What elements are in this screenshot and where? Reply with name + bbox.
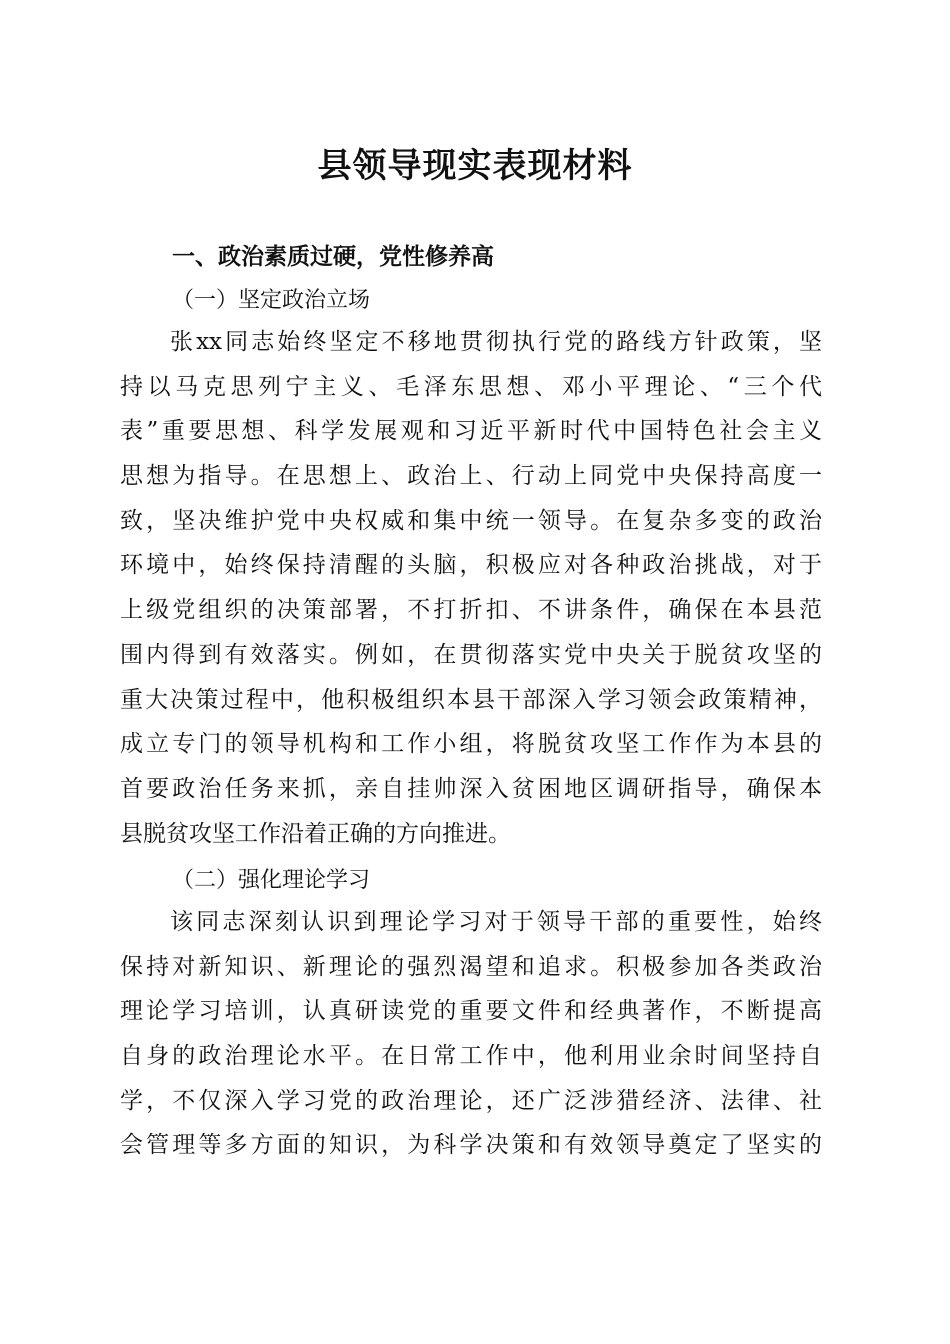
text-line: 成立专门的领导机构和工作小组，将脱贫攻坚工作作为本县的 [120,731,822,758]
text-line: 县脱贫攻坚工作沿着正确的方向推进。 [120,820,511,847]
text-line: 持以马克思列宁主义、毛泽东思想、邓小平理论、“三个代 [120,373,822,400]
document-title: 县领导现实表现材料 [317,146,633,186]
text-line: 会管理等多方面的知识，为科学决策和有效领导奠定了坚实的 [120,1132,822,1159]
text-line: 自身的政治理论水平。在日常工作中，他利用业余时间坚持自 [120,1043,822,1070]
text-line: 环境中，始终保持清醒的头脑，积极应对各种政治挑战，对于 [120,552,822,579]
text-line: 学，不仅深入学习党的政治理论，还广泛涉猎经济、法律、社 [120,1087,822,1114]
section-heading-1: 一、政治素质过硬，党性修养高 [172,244,494,270]
subsection-heading-1: （一）坚定政治立场 [172,288,371,313]
text-line: 致，坚决维护党中央权威和集中统一领导。在复杂多变的政治 [120,507,822,534]
text-line: 保持对新知识、新理论的强烈渴望和追求。积极参加各类政治 [120,953,822,980]
text-line: 理论学习培训，认真研读党的重要文件和经典著作，不断提高 [120,998,822,1025]
paragraph-1 [120,320,822,856]
text-line: 该同志深刻认识到理论学习对于领导干部的重要性，始终 [170,909,822,935]
text-line: 上级党组织的决策部署，不打折扣、不讲条件，确保在本县范 [120,597,822,624]
text-line: 首要政治任务来抓，亲自挂帅深入贫困地区调研指导，确保本 [120,775,822,802]
paragraph-2 [120,900,822,1168]
text-line: 围内得到有效落实。例如，在贯彻落实党中央关于脱贫攻坚的 [120,641,822,668]
text-line: 表”重要思想、科学发展观和习近平新时代中国特色社会主义 [120,418,822,445]
subsection-heading-2: （二）强化理论学习 [172,868,371,893]
text-line: 思想为指导。在思想上、政治上、行动上同党中央保持高度一 [120,463,822,490]
text-line: 张xx同志始终坚定不移地贯彻执行党的路线方针政策，坚 [170,329,822,355]
text-line: 重大决策过程中，他积极组织本县干部深入学习领会政策精神， [120,686,822,713]
